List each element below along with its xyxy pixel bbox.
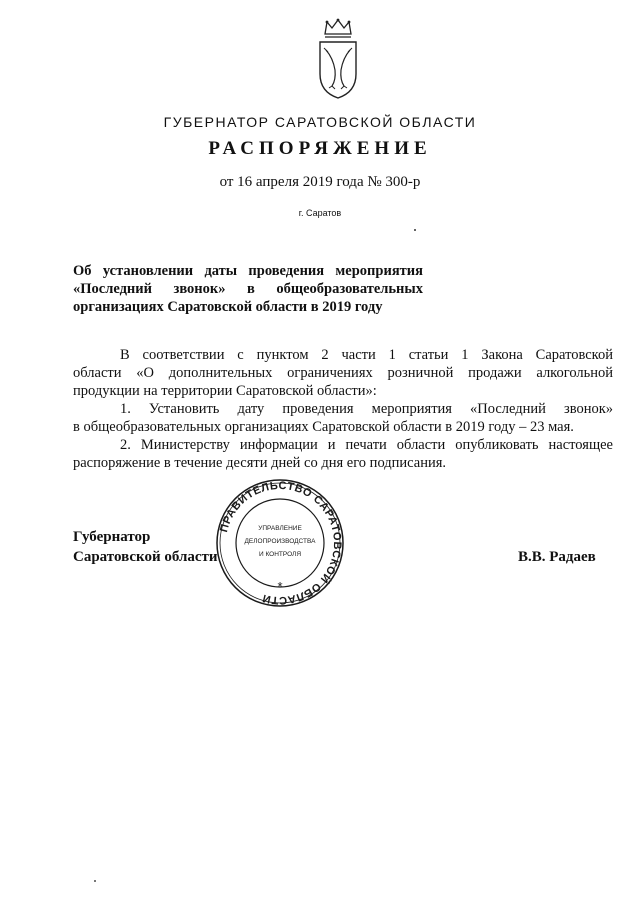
- seal-ring-text: ПРАВИТЕЛЬСТВО САРАТОВСКОЙ ОБЛАСТИ: [218, 479, 344, 607]
- signatory-title-line2: Саратовской области: [73, 549, 218, 565]
- seal-line3: И КОНТРОЛЯ: [258, 551, 302, 558]
- subject-line: Об установлении даты проведения мероприятия: [73, 263, 423, 279]
- body-line: продукции на территории Саратовской области»:: [73, 383, 377, 399]
- body-line: распоряжение в течение десяти дней со дня его подписания.: [73, 455, 447, 471]
- signatory-title-line1: Губернатор: [73, 529, 151, 545]
- issuing-authority: ГУБЕРНАТОР САРАТОВСКОЙ ОБЛАСТИ: [163, 114, 477, 130]
- document-date-number: от 16 апреля 2019 года № 300-р: [219, 174, 421, 190]
- signatory-name: В.В. Радаев: [518, 549, 596, 565]
- scan-speck: [414, 229, 416, 231]
- scan-speck: [94, 880, 96, 882]
- document-city: г. Саратов: [298, 208, 342, 218]
- seal-star: *: [277, 579, 283, 594]
- subject-line: «Последний звонок» в общеобразовательных: [73, 281, 423, 297]
- seal-line1: УПРАВЛЕНИЕ: [258, 525, 302, 532]
- official-seal-stamp: [215, 478, 345, 608]
- body-line: В соответствии с пунктом 2 части 1 статьи 1 Закона Саратовской: [120, 347, 613, 363]
- document-type-title: РАСПОРЯЖЕНИЕ: [208, 138, 432, 159]
- subject-line: организациях Саратовской области в 2019 году: [73, 299, 383, 315]
- body-line: 2. Министерству информации и печати области опубликовать настоящее: [120, 437, 613, 453]
- signatory-title: [73, 527, 218, 567]
- body-line: области «О дополнительных ограничениях розничной продажи алкогольной: [73, 365, 613, 381]
- body-line: 1. Установить дату проведения мероприятия «Последний звонок»: [120, 401, 613, 417]
- body-line: в общеобразовательных организациях Саратовской области в 2019 году – 23 мая.: [73, 419, 574, 435]
- seal-line2: ДЕЛОПРОИЗВОДСТВА: [244, 538, 316, 545]
- document-subject: [73, 262, 423, 316]
- coat-of-arms-emblem: [313, 18, 363, 100]
- document-body: [73, 346, 613, 472]
